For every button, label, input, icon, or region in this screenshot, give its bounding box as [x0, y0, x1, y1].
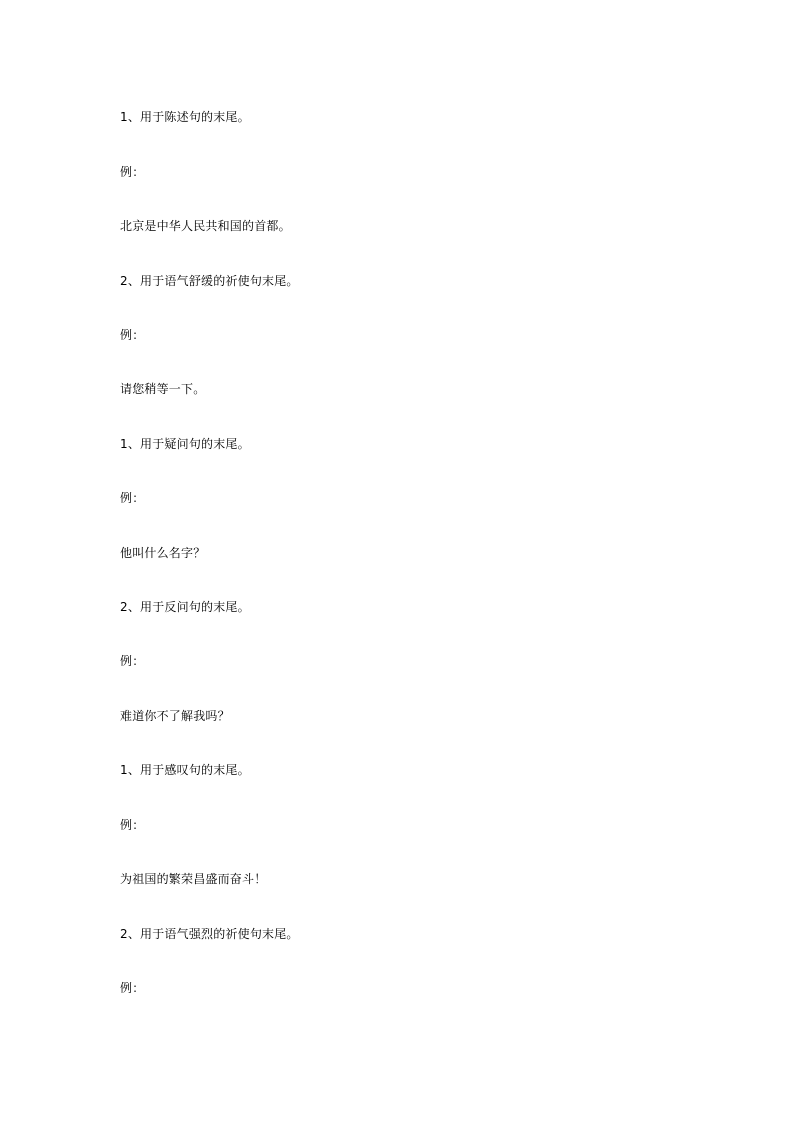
- rule-exclamatory: 1、用于感叹句的末尾。: [120, 763, 250, 777]
- example-sentence: 为祖国的繁荣昌盛而奋斗！: [120, 872, 267, 886]
- rule-interrogative: 1、用于疑问句的末尾。: [120, 437, 250, 451]
- example-label: 例：: [120, 491, 145, 505]
- rule-rhetorical: 2、用于反问句的末尾。: [120, 600, 250, 614]
- example-sentence: 他叫什么名字？: [120, 546, 206, 560]
- rule-imperative-strong: 2、用于语气强烈的祈使句末尾。: [120, 927, 299, 941]
- rule-declarative: 1、用于陈述句的末尾。: [120, 110, 250, 124]
- example-label: 例：: [120, 654, 145, 668]
- example-label: 例：: [120, 165, 145, 179]
- example-label: 例：: [120, 328, 145, 342]
- rule-imperative-mild: 2、用于语气舒缓的祈使句末尾。: [120, 274, 299, 288]
- example-label: 例：: [120, 818, 145, 832]
- example-sentence: 请您稍等一下。: [120, 382, 206, 396]
- example-sentence: 难道你不了解我吗？: [120, 709, 230, 723]
- example-sentence: 北京是中华人民共和国的首都。: [120, 219, 291, 233]
- example-label: 例：: [120, 981, 145, 995]
